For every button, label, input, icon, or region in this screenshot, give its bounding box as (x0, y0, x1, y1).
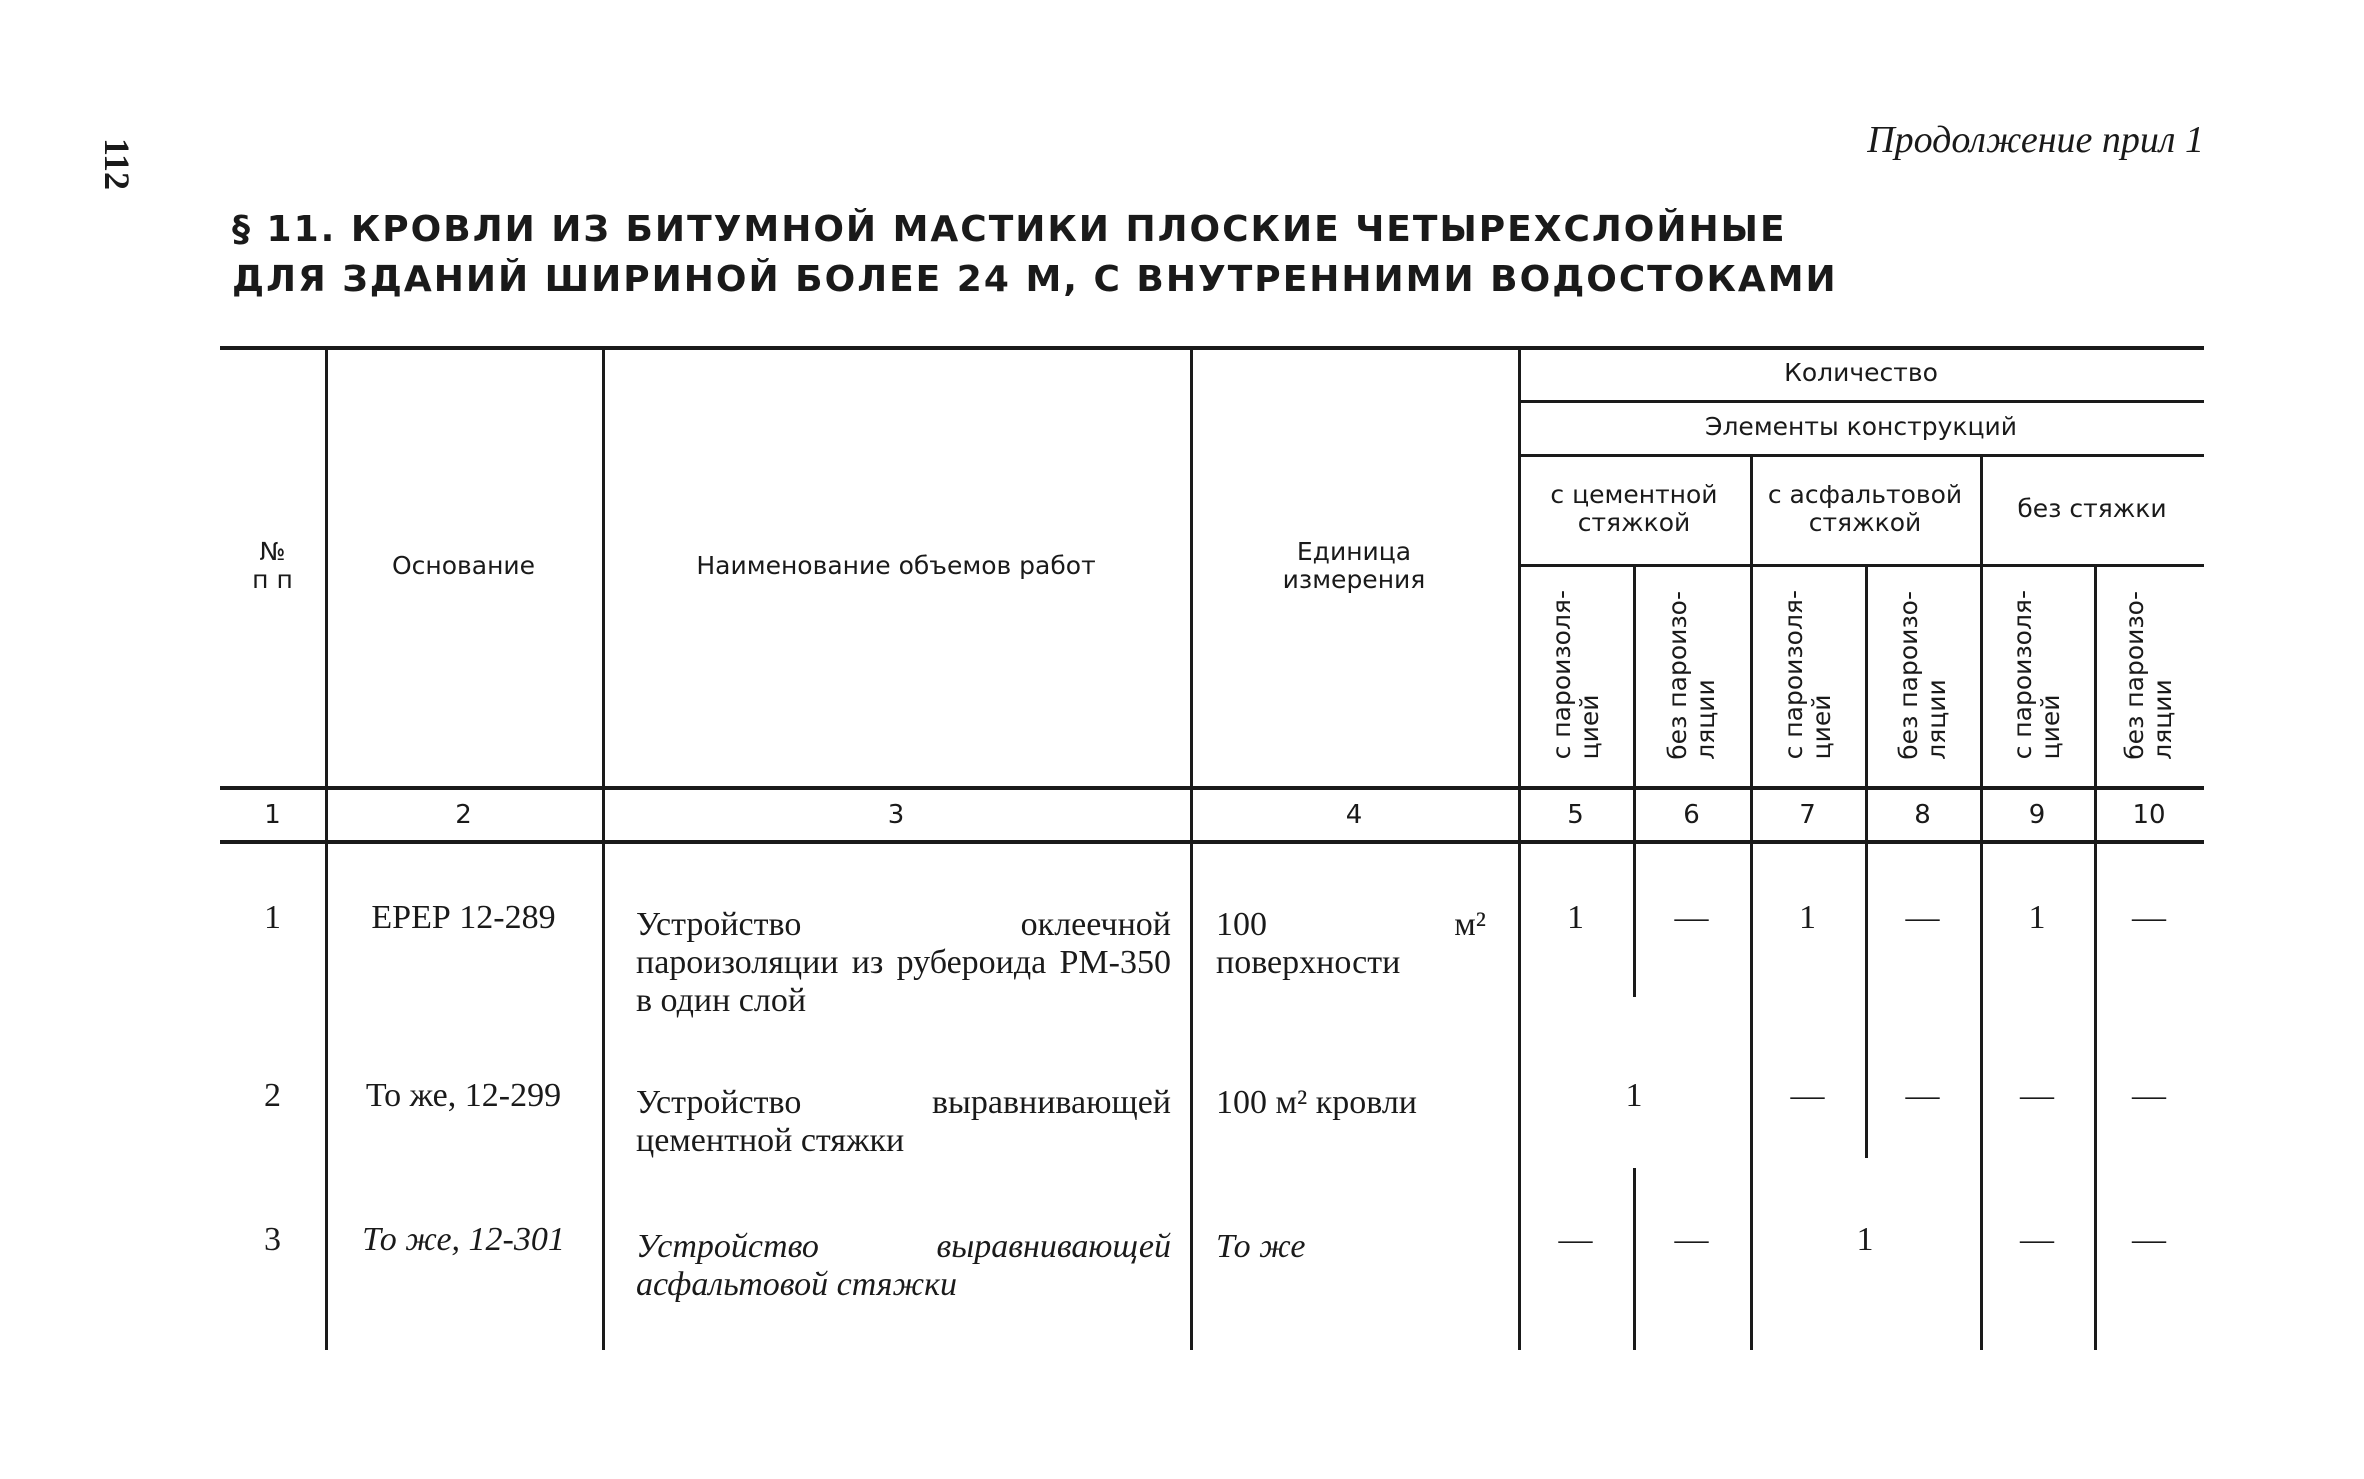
header-unit: Единица измерения (1282, 537, 1426, 594)
row1-col7: 1 (1799, 899, 1816, 936)
row2-col9: — (2020, 1077, 2054, 1114)
row3-col6: — (1674, 1221, 1709, 1258)
row2-col10: — (2132, 1077, 2166, 1114)
page-number: 112 (97, 138, 137, 191)
row3-col5: — (1558, 1221, 1593, 1258)
row1-col6: — (1674, 899, 1709, 936)
header-group-cement: с цементной стяжкой (1550, 480, 1718, 537)
continuation-note: Продолжение прил 1 (1867, 119, 2204, 161)
row3-basis: То же, 12-301 (362, 1221, 565, 1258)
column-number-7: 7 (1799, 800, 1816, 830)
header-elements: Элементы конструкций (1705, 412, 2017, 441)
section-title-line-1: § 11. КРОВЛИ ИЗ БИТУМНОЙ МАСТИКИ ПЛОСКИЕ ЧЕТЫРЕХСЛОЙНЫЕ (232, 209, 1787, 250)
row1-num: 1 (264, 899, 281, 936)
body-vrule-3 (1190, 840, 1193, 1350)
column-number-1: 1 (264, 800, 281, 830)
column-number-5: 5 (1567, 800, 1584, 830)
row1-col9: 1 (2028, 899, 2046, 936)
row1-col8: — (1905, 899, 1940, 936)
works-table (220, 346, 2204, 1371)
section-title-line-2: ДЛЯ ЗДАНИЙ ШИРИНОЙ БОЛЕЕ 24 М, С ВНУТРЕННИМИ ВОДОСТОКАМИ (232, 259, 1838, 300)
header-col6-without-vb: без пароизо- ляции (1662, 590, 1720, 760)
body-vrule-2 (602, 840, 605, 1350)
row3-col10: — (2132, 1221, 2166, 1258)
row2-basis: То же, 12-299 (365, 1077, 562, 1114)
row2-col8: — (1905, 1077, 1940, 1114)
column-number-9: 9 (2028, 800, 2046, 830)
column-number-4: 4 (1345, 800, 1363, 830)
row3-col9: — (2020, 1221, 2054, 1258)
row2-unit: 100 м² кровли (1216, 1084, 1417, 1121)
rule-header-bottom (220, 840, 2204, 844)
row3-num: 3 (264, 1221, 281, 1258)
row2-col5-6: 1 (1625, 1077, 1643, 1114)
header-group-none: без стяжки (2017, 494, 2167, 523)
column-number-2: 2 (455, 800, 472, 830)
column-number-3: 3 (887, 800, 905, 830)
row1-col10: — (2132, 899, 2166, 936)
row1-name: Устройство оклеечной пароизоляции из рубероида РМ-350 в один слой (636, 906, 1171, 1019)
header-name: Наименование объемов работ (696, 551, 1096, 580)
row2-num: 2 (264, 1077, 281, 1114)
row1-col5: 1 (1567, 899, 1584, 936)
row3-unit: То же (1216, 1228, 1306, 1265)
header-col10-without-vb: без пароизо- ляции (2120, 590, 2177, 760)
row1-basis: ЕРЕР 12-289 (371, 899, 556, 936)
header-col8-without-vb: без пароизо- ляции (1893, 590, 1951, 760)
header-group-asphalt: с асфальтовой стяжкой (1767, 480, 1963, 537)
header-num: № п п (252, 537, 293, 594)
row3-name: Устройство выравнивающей асфальтовой стяжки (636, 1228, 1171, 1303)
row3-col7-8: 1 (1856, 1221, 1874, 1258)
row2-col7: — (1790, 1077, 1825, 1114)
row2-name: Устройство выравнивающей цементной стяжки (636, 1084, 1171, 1159)
column-number-6: 6 (1683, 800, 1700, 830)
header-quantity: Количество (1784, 358, 1938, 387)
row1-unit: 100 м² поверхности (1216, 906, 1486, 981)
header-col7-with-vb: с пароизоля- цией (1778, 590, 1836, 760)
header-col9-with-vb: с пароизоля- цией (2008, 590, 2065, 760)
section-title (232, 205, 1838, 305)
column-number-8: 8 (1914, 800, 1931, 830)
header-basis: Основание (391, 551, 536, 580)
column-number-10: 10 (2132, 800, 2166, 830)
header-col5-with-vb: с пароизоля- цией (1546, 590, 1604, 760)
